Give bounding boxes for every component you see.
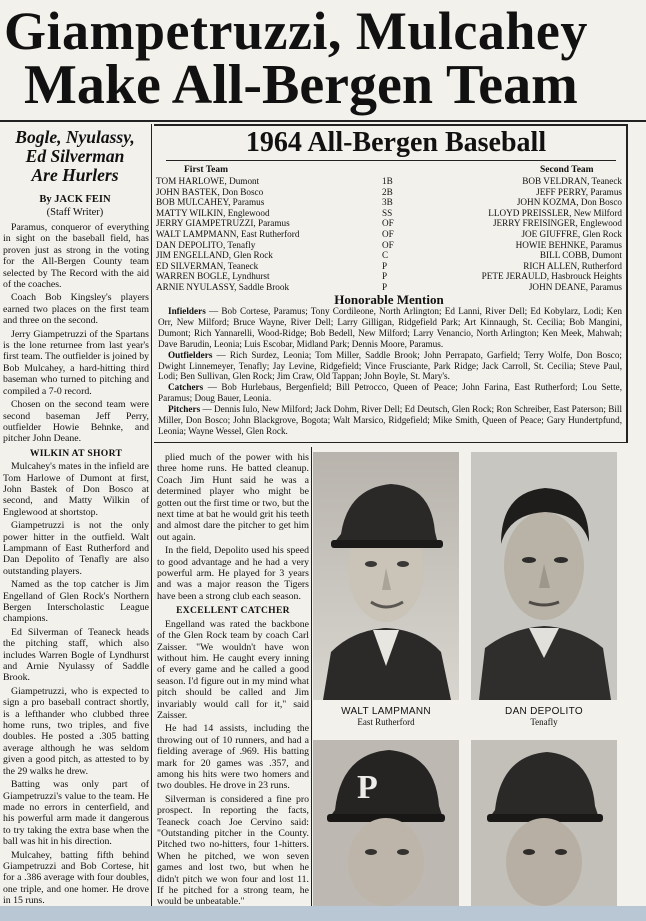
second-team-player: JOE GIUFFRE, Glen Rock xyxy=(521,228,622,239)
first-team-player: WALT LAMPMANN, East Rutherford xyxy=(156,228,300,239)
second-team-player: JEFF PERRY, Paramus xyxy=(536,186,622,197)
portrait-image xyxy=(313,452,459,700)
first-team-player: DAN DEPOLITO, Tenafly xyxy=(156,239,256,250)
position: OF xyxy=(382,239,394,250)
article-paragraph: Mulcahey's mates in the infield are Tom Harlowe of Dumont at first, John Bastek of Don Bosco at second, and Matty Wilkin of Englewood at shortstop. xyxy=(3,461,149,518)
box-right-rule xyxy=(626,124,628,442)
roster-row xyxy=(156,208,622,219)
roster-row xyxy=(156,197,622,208)
article-paragraph: Jerry Giampetruzzi of the Spartans is the lone returnee from last year's first team. The outfielder is joined by Bob Mulcahey, a hard-hitting third baseman who turned to pitching and compiled a 7-0 record. xyxy=(3,328,149,397)
honorable-mention-title: Honorable Mention xyxy=(334,292,444,307)
section-subhead: WILKIN AT SHORT xyxy=(29,447,123,459)
first-team-player: BOB MULCAHEY, Paramus xyxy=(156,197,265,208)
caption-lampmann xyxy=(313,706,459,727)
headline-line-2: Make All-Bergen Team xyxy=(24,54,578,116)
column-rule-middle xyxy=(311,447,312,906)
headline-rule xyxy=(0,120,646,122)
hm-names: — Dennis Iulo, New Milford; Jack Dohm, River Dell; Ed Deutsch, Glen Rock; Ron Schreiber, East Paterson; Bill Miller, Don Bosco; John Blackgrove, Bogota; Walt Marsico, Ridgefield; Mike Smith, Queen of Peace; Gary Hundertpfund, Leonia; Wayne Wessel, Glen Rock. xyxy=(158,404,622,436)
hm-label: Infielders xyxy=(168,306,206,316)
box-title: 1964 All-Bergen Baseball xyxy=(245,127,547,158)
article-paragraph: Silverman is considered a fine pro prospect. In reporting the facts, Teaneck coach Joe Cervino said: "Outstanding pitcher in the County. Pitched two no-hitters, four 1-hitters. When he pitched, we won seven games and lost two, but when he didn't pitch we won four and lost 11. If he pitched for a strong team, he would be unbeatable." xyxy=(157,793,309,906)
article-paragraph: In the field, Depolito used his speed to good advantage and he had a very powerful arm. He played for 3 years and was a major reason the Tigers have been a strong club each season. xyxy=(157,545,309,602)
article-paragraph: Batting was only part of Giampetruzzi's value to the team. He made no errors in centerfield, and his powerful arm made it dangerous to try taking the extra base when the ball was hit in his direction. xyxy=(3,779,149,848)
hm-label: Pitchers xyxy=(168,404,201,415)
second-team-player: HOWIE BEHNKE, Paramus xyxy=(515,239,622,250)
hm-label: Outfielders xyxy=(168,349,213,360)
article-paragraph: Giampetruzzi is not the only power hitter in the outfield. Walt Lampmann of East Rutherford and Dan Depolito of Tenafly are also outstanding players. xyxy=(3,520,149,577)
caption-town: Tenafly xyxy=(530,717,558,727)
byline-role: (Staff Writer) xyxy=(46,207,104,218)
box-top-rule xyxy=(154,124,626,126)
article-paragraph: Engelland was rated the backbone of the Glen Rock team by coach Carl Zaisser. "We wouldn't have won without him. He caught every inning of every game and he called a good season. I'd figure out in my mind what pitch should be called and Jim invariably would call for it," said Zaisser. xyxy=(157,618,309,721)
headline-line-1: Giampetruzzi, Mulcahey xyxy=(4,1,588,61)
roster-row xyxy=(156,229,622,240)
second-team-label: Second Team xyxy=(540,165,594,175)
article-paragraph: Chosen on the second team were second baseman Jeff Perry, outfielder Howie Behnke, and pitcher John Deane. xyxy=(3,399,149,445)
position: P xyxy=(382,281,388,292)
portrait-image xyxy=(471,452,617,700)
roster-row xyxy=(156,240,622,251)
roster-row xyxy=(156,218,622,229)
photo-walt-lampmann xyxy=(313,452,459,700)
portrait-image xyxy=(471,740,617,906)
position: OF xyxy=(382,228,394,239)
roster-table xyxy=(156,176,622,293)
roster-row xyxy=(156,176,622,187)
photo-lower-right xyxy=(471,740,617,906)
first-team-player: MATTY WILKIN, Englewood xyxy=(156,207,270,218)
caption-town: East Rutherford xyxy=(357,717,415,727)
position: SS xyxy=(382,207,393,218)
roster-row xyxy=(156,261,622,272)
box-bottom-rule xyxy=(154,442,628,443)
column-rule-left xyxy=(151,124,152,906)
first-team-player: JIM ENGELLAND, Glen Rock xyxy=(156,250,273,261)
first-team-player: ED SILVERMAN, Teaneck xyxy=(156,260,259,271)
hm-paragraph xyxy=(158,306,622,350)
article-paragraph: Coach Bob Kingsley's players earned two places on the first team and three on the second. xyxy=(3,292,149,327)
hm-paragraph xyxy=(158,350,622,383)
caption-name: WALT LAMPMANN xyxy=(341,706,431,717)
photo-lower-left xyxy=(313,740,459,906)
second-team-player: LLOYD PREISSLER, New Milford xyxy=(488,207,622,218)
position: P xyxy=(382,271,388,282)
hm-paragraph xyxy=(158,382,622,404)
first-team-label: First Team xyxy=(184,165,229,175)
caption-name: DAN DEPOLITO xyxy=(505,706,583,717)
subhead-line-2: Ed Silverman xyxy=(25,146,125,166)
second-team-player: JOHN DEANE, Paramus xyxy=(528,281,622,292)
hm-label: Catchers xyxy=(168,382,204,393)
first-team-player: JERRY GIAMPETRUZZI, Paramus xyxy=(156,218,290,229)
article-paragraph: Mulcahey, batting fifth behind Giampetruzzi and Bob Cortese, hit for a .386 average with four doubles, one triple, and one homer. He drove in 15 runs. xyxy=(3,849,149,906)
roster-row xyxy=(156,250,622,261)
left-column-head xyxy=(0,128,150,219)
first-team-player: ARNIE NYULASSY, Saddle Brook xyxy=(156,281,290,292)
hm-names: — Rich Surdez, Leonia; Tom Miller, Saddle Brook; John Perrapato, Garfield; Terry Wolfe, Don Bosco; Dwight Linnemeyer, Tenafly; Jay Levine, Ridgefield; Vince Frusciante, Park Ridge; Jack Carroll, St. Cecilia; Steve Paul, Lodi; Ben Sullivan, Glen Rock; Jim Craw, Old Tappan; John Boyle, St. Mary's. xyxy=(158,349,622,382)
second-team-player: BOB VELDRAN, Teaneck xyxy=(522,176,622,186)
roster-row xyxy=(156,282,622,293)
position: 1B xyxy=(382,176,393,186)
position: OF xyxy=(382,218,394,229)
middle-article-column xyxy=(157,452,309,906)
hm-paragraph xyxy=(158,404,622,437)
second-team-player: PETE JERAULD, Hasbrouck Heights xyxy=(481,271,622,282)
roster-row xyxy=(156,271,622,282)
portrait-image xyxy=(313,740,459,906)
hm-names: — Bob Cortese, Paramus; Tony Cordileone, North Arlington; Ed Lanni, River Dell; Ed Kobylarz, Lodi; Ken Orr, New Milford; Bruce Wayne, River Dell; Larry Gilligan, Ridgefield Park; Art Kinnaugh, St. Cecilia; Bob Mangini, Dumont; Rich Yannarelli, Wood-Ridge; Bob Bedell, New Milford; Larry Venancio, North Arlington; Ken Meek, Mahwah; Dave Barudin, Leonia; Luis Escobar, Midland Park; Dennis Moore, Paramus. xyxy=(158,306,622,349)
hm-names: — Bob Hurlebaus, Bergenfield; Bill Petrocco, Queen of Peace; John Farina, East Rutherford; Lou Sette, Paramus; Doug Bauer, Leonia. xyxy=(158,382,622,404)
first-team-player: TOM HARLOWE, Dumont xyxy=(156,176,260,186)
position: 2B xyxy=(382,186,393,197)
second-team-player: RICH ALLEN, Rutherford xyxy=(523,260,622,271)
article-paragraph: Ed Silverman of Teaneck heads the pitching staff, which also includes Warren Bogle of Lyndhurst and Arnie Nyulassy of Saddle Brook. xyxy=(3,626,149,684)
second-team-player: JOHN KOZMA, Don Bosco xyxy=(516,197,622,208)
second-team-player: JERRY FREISINGER, Englewood xyxy=(492,218,622,229)
article-paragraph: He had 14 assists, including the throwing out of 10 runners, and had a fielding average of .969. His batting mark for 20 games was .357, and among his hits were two homers and two doubles. He drove in 23 runs. xyxy=(157,723,309,792)
honorable-mention-list xyxy=(158,306,622,437)
byline-author: By JACK FEIN xyxy=(39,194,111,205)
section-subhead: EXCELLENT CATCHER xyxy=(176,605,290,617)
left-article-column xyxy=(3,222,149,906)
position: C xyxy=(382,250,389,261)
svg-text:P: P xyxy=(357,769,378,806)
article-paragraph: Named as the top catcher is Jim Engelland of Glen Rock's Northern Bergen Interscholastic League champions. xyxy=(3,579,149,625)
first-team-player: WARREN BOGLE, Lyndhurst xyxy=(156,271,270,282)
article-paragraph: Giampetruzzi, who is expected to sign a pro baseball contract shortly, is a lefthander who clubbed three home runs, two triples, and five doubles. He posted a .305 batting average although he was seldom given a good pitch, as attested to by the 29 walks he drew. xyxy=(3,685,149,777)
caption-depolito xyxy=(471,706,617,727)
article-paragraph: Paramus, conqueror of everything in sight on the baseball field, has proven just as strong in the voting for the All-Bergen County team selected by The Record with the aid of the coaches. xyxy=(3,222,149,291)
subhead-line-3: Are Hurlers xyxy=(31,165,119,185)
roster-row xyxy=(156,187,622,198)
position: P xyxy=(382,260,388,271)
scan-bottom-edge xyxy=(0,906,646,921)
photo-dan-depolito xyxy=(471,452,617,700)
subhead-line-1: Bogle, Nyulassy, xyxy=(15,127,135,147)
box-title-rule xyxy=(166,160,616,161)
second-team-player: BILL COBB, Dumont xyxy=(539,250,622,261)
position: 3B xyxy=(382,197,393,208)
first-team-player: JOHN BASTEK, Don Bosco xyxy=(156,186,264,197)
article-paragraph: plied much of the power with his three home runs. He batted cleanup. Coach Jim Hunt said he was a determined player who might be gotten out the first time or two, but the next time at bat he would grit his teeth and almost dare the pitcher to get him out again. xyxy=(157,452,309,543)
